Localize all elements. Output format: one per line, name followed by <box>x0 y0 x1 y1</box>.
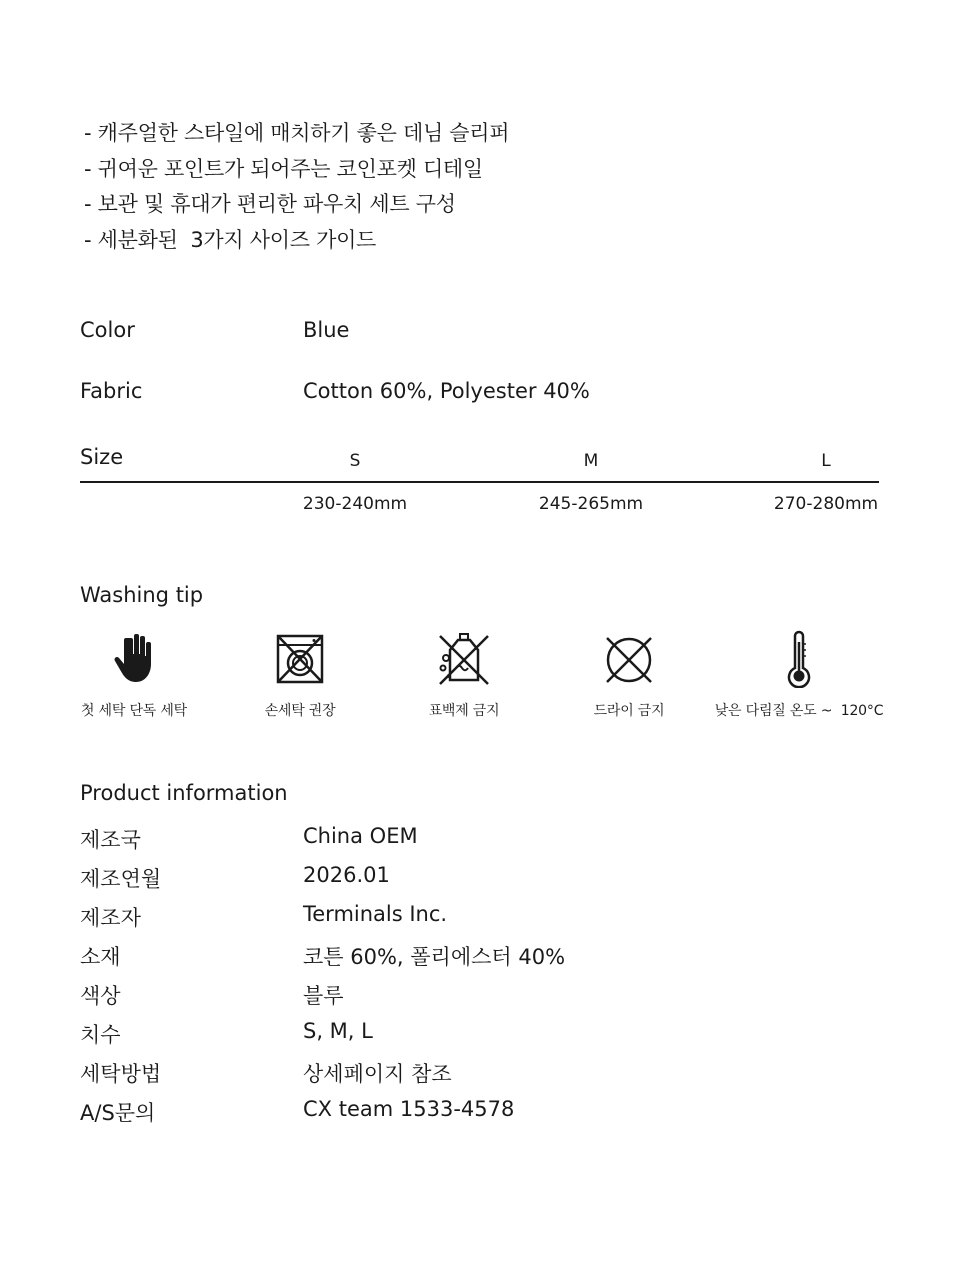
size-range-s: 230-240mm <box>302 494 408 514</box>
size-label: Size <box>80 445 124 469</box>
info-value: 코튼 60%, 폴리에스터 40% <box>303 945 566 969</box>
size-range-l: 270-280mm <box>773 494 879 514</box>
washing-tip-title: Washing tip <box>80 583 204 607</box>
info-key: 제조자 <box>80 906 141 930</box>
info-key: 제조연월 <box>80 867 162 891</box>
info-value: CX team 1533-4578 <box>303 1097 515 1121</box>
info-value: China OEM <box>303 824 418 848</box>
wash-item <box>210 628 390 720</box>
color-value: Blue <box>303 318 350 342</box>
info-key: A/S문의 <box>80 1101 156 1125</box>
fabric-label: Fabric <box>80 379 143 403</box>
feature-list <box>84 116 509 258</box>
size-header-l: L <box>821 451 831 471</box>
color-label: Color <box>80 318 135 342</box>
no-dry-clean-icon <box>599 628 659 688</box>
info-value: S, M, L <box>303 1019 373 1043</box>
info-key: 세탁방법 <box>80 1062 162 1086</box>
wash-item <box>374 628 554 720</box>
fabric-value: Cotton 60%, Polyester 40% <box>303 379 590 403</box>
wash-item <box>709 628 889 720</box>
wash-label: 드라이 금지 <box>593 703 665 719</box>
feature-item: - 세분화된 3가지 사이즈 가이드 <box>84 227 377 252</box>
wash-item <box>539 628 719 720</box>
feature-item: - 귀여운 포인트가 되어주는 코인포켓 디테일 <box>84 156 483 181</box>
info-key: 제조국 <box>80 828 141 852</box>
info-key: 색상 <box>80 984 121 1008</box>
feature-item: - 캐주얼한 스타일에 매치하기 좋은 데님 슬리퍼 <box>84 121 510 145</box>
wash-item <box>44 628 224 720</box>
thermometer-icon <box>769 628 829 688</box>
wash-label: 첫 세탁 단독 세탁 <box>80 703 188 719</box>
info-value: Terminals Inc. <box>303 902 448 926</box>
hand-wash-first-icon <box>104 628 164 688</box>
info-key: 소재 <box>80 945 121 969</box>
size-header-s: S <box>349 451 361 471</box>
wash-label: 낮은 다림질 온도 ~ 120°C <box>714 703 884 719</box>
hand-wash-recommended-icon <box>270 628 330 688</box>
info-value: 상세페이지 참조 <box>303 1062 452 1086</box>
info-key: 치수 <box>80 1023 121 1047</box>
product-info-title: Product information <box>80 781 288 805</box>
info-value: 블루 <box>303 984 344 1008</box>
wash-label: 표백제 금지 <box>428 703 500 719</box>
size-range-m: 245-265mm <box>538 494 644 514</box>
feature-item: - 보관 및 휴대가 편리한 파우치 세트 구성 <box>84 192 456 216</box>
info-value: 2026.01 <box>303 863 390 887</box>
no-bleach-icon <box>434 628 494 688</box>
size-table-divider <box>80 481 879 483</box>
wash-label: 손세탁 권장 <box>264 703 336 719</box>
size-header-m: M <box>583 451 599 471</box>
